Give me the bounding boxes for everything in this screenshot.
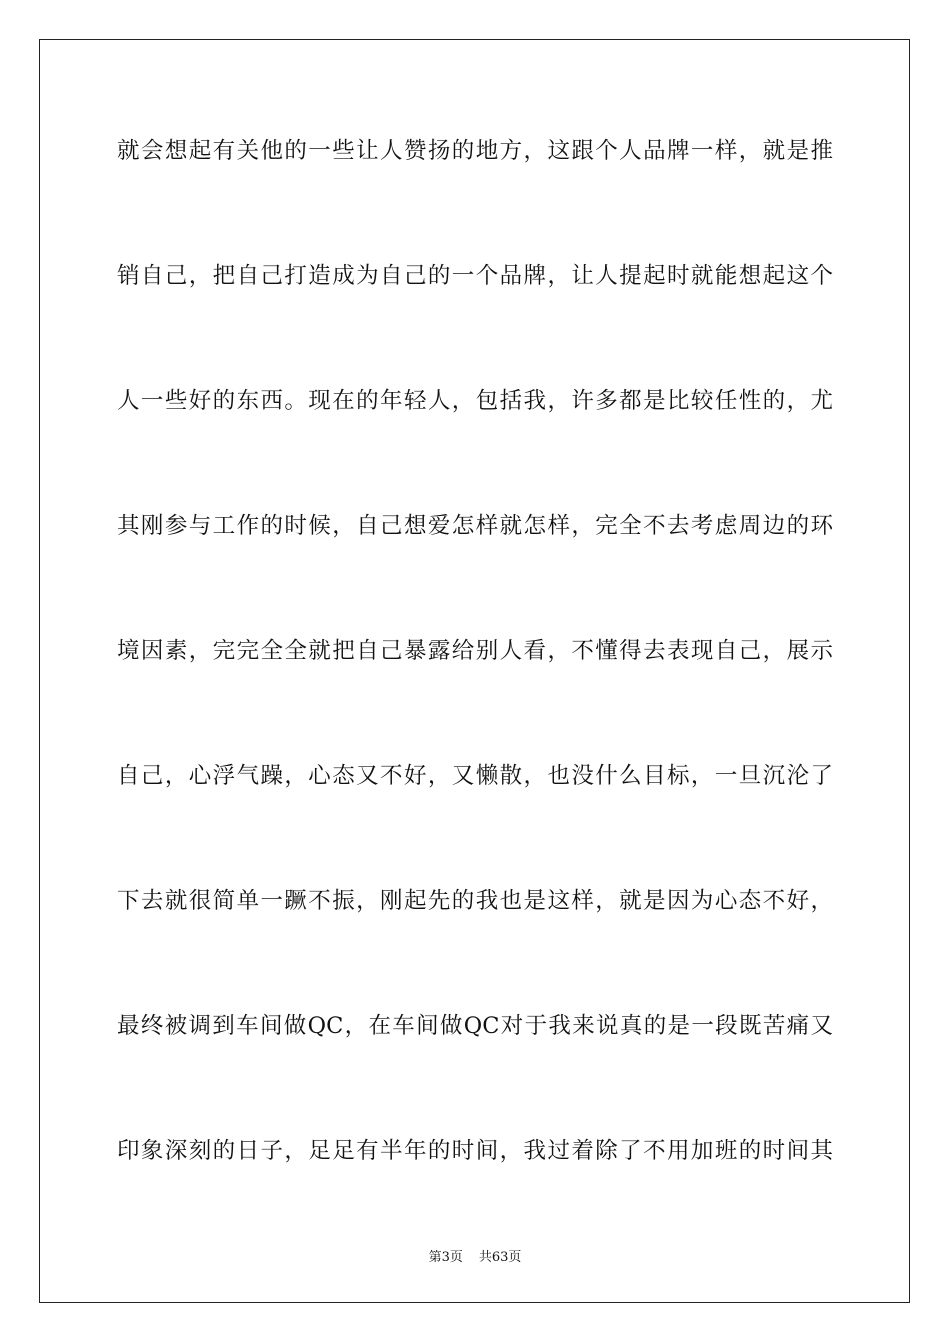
document-body: [117, 126, 833, 1251]
text-line: 就会想起有关他的一些让人赞扬的地方，这跟个人品牌一样，就是推: [117, 138, 833, 164]
text-line: 自己，心浮气躁，心态又不好，又懒散，也没什么目标，一旦沉沦了: [117, 763, 833, 789]
text-line: 下去就很简单一蹶不振，刚起先的我也是这样，就是因为心态不好，: [117, 888, 833, 914]
text-line: 销自己，把自己打造成为自己的一个品牌，让人提起时就能想起这个: [117, 263, 833, 289]
page-footer: [0, 1249, 950, 1267]
page-total: 共63页: [478, 1250, 522, 1265]
page-number: 第3页: [428, 1250, 463, 1265]
text-line: 印象深刻的日子，足足有半年的时间，我过着除了不用加班的时间其: [117, 1138, 833, 1164]
text-line: 境因素，完完全全就把自己暴露给别人看，不懂得去表现自己，展示: [117, 638, 833, 664]
text-line: 人一些好的东西。现在的年轻人，包括我，许多都是比较任性的，尤: [117, 388, 833, 414]
text-line: 其刚参与工作的时候，自己想爱怎样就怎样，完全不去考虑周边的环: [117, 513, 833, 539]
text-line: 最终被调到车间做QC，在车间做QC对于我来说真的是一段既苦痛又: [117, 1013, 833, 1039]
